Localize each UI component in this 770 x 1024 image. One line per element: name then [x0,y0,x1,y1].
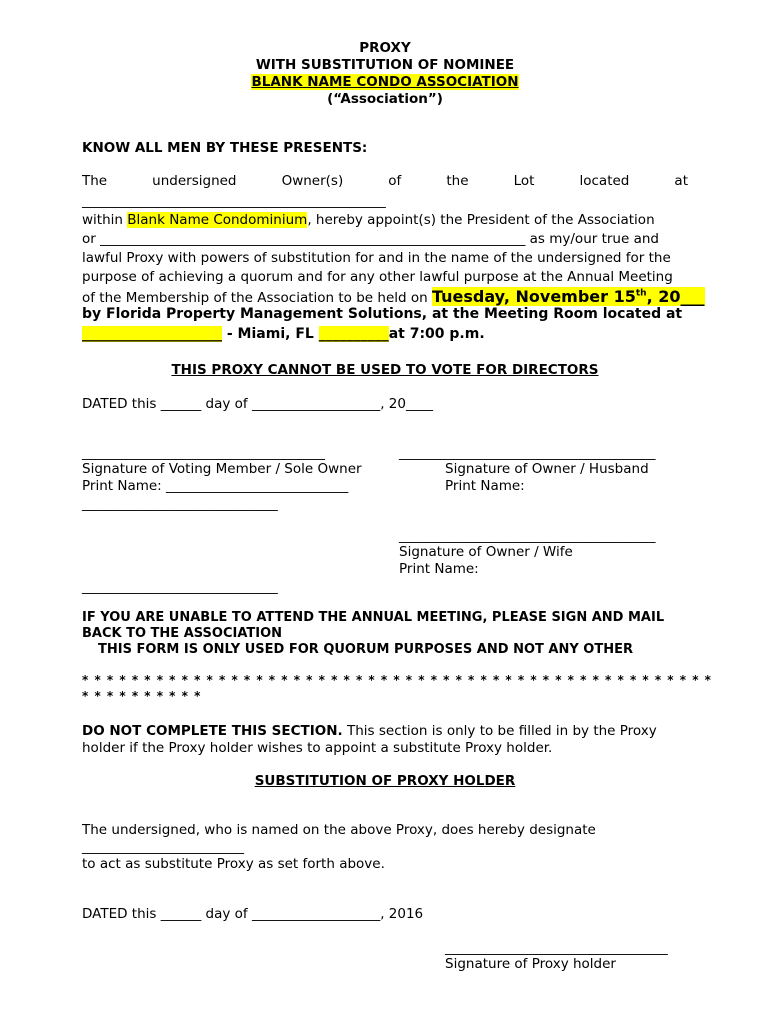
meeting-date [432,287,705,306]
sig-label-wife: Signature of Owner / Wife [399,544,573,560]
star-divider-2: * * * * * * * * * * [82,689,202,703]
extra-blank-line[interactable]: _____________________________ [82,496,278,512]
meeting-year[interactable]: 20___ [658,287,705,306]
text: This section is only to be filled in by the Proxy [342,723,657,739]
text: , [646,287,659,306]
do-not-complete-line2: holder if the Proxy holder wishes to appoint a substitute Proxy holder. [82,740,553,756]
text: Tuesday, November 15 [431,287,636,306]
substitution-heading: SUBSTITUTION OF PROXY HOLDER [254,773,516,789]
dated-line-2[interactable]: DATED this ______ day of ___________________, 2016 [82,906,424,922]
sig-line-proxy-holder[interactable]: _________________________________ [445,940,668,956]
quorum-notice: THIS FORM IS ONLY USED FOR QUORUM PURPOSES AND NOT ANY OTHER [98,642,633,657]
text: within [82,212,128,228]
star-divider-1: * * * * * * * * * * * * * * * * * * * * * * * * * * * * * * * * * * * * * * * * * * * * * * * * * * * [82,673,712,687]
title-substitution: WITH SUBSTITUTION OF NOMINEE [255,57,515,73]
text: of the Membership of the Association to be held on [82,290,432,306]
title-proxy: PROXY [359,40,411,56]
do-not-complete-line1 [82,723,657,739]
para1-line6: purpose of achieving a quorum and for any other lawful purpose at the Annual Meeting [82,269,673,285]
intro-heading: KNOW ALL MEN BY THESE PRESENTS: [82,140,368,156]
substitution-line3: to act as substitute Proxy as set forth above. [82,856,385,872]
para1-line7 [82,287,705,306]
para1-line1 [82,173,688,189]
dated-line[interactable]: DATED this ______ day of ___________________, 20____ [82,396,433,412]
lot-address-blank[interactable]: _____________________________________________ [82,193,386,209]
do-not-complete-heading: DO NOT COMPLETE THIS SECTION. [82,723,343,739]
word: undersigned [152,173,237,189]
substitution-line1: The undersigned, who is named on the above Proxy, does hereby designate [82,822,596,838]
title-association: BLANK NAME CONDO ASSOCIATION [251,74,519,90]
print-name-husband[interactable]: Print Name: [445,478,525,494]
sig-label-voting-member: Signature of Voting Member / Sole Owner [82,461,362,477]
title-association-short: (“Association”) [327,91,443,107]
text: , hereby appoint(s) the President of the Association [307,212,655,228]
para1-line9 [82,326,485,342]
extra-blank-line-2[interactable]: _____________________________ [82,579,278,595]
para1-line5: lawful Proxy with powers of substitution for and in the name of the undersigned for the [82,250,671,266]
print-name-voting-member[interactable]: Print Name: ___________________________ [82,478,349,494]
word: of [388,173,402,189]
sig-label-proxy-holder: Signature of Proxy holder [445,956,616,972]
word: at [674,173,688,189]
print-name-wife[interactable]: Print Name: [399,561,479,577]
title-association-wrap [0,74,770,90]
para1-line8: by Florida Property Management Solutions, at the Meeting Room located at [82,306,683,322]
word: located [579,173,630,189]
mail-notice-line1: IF YOU ARE UNABLE TO ATTEND THE ANNUAL MEETING, PLEASE SIGN AND MAIL [82,610,665,625]
superscript: th [635,288,647,299]
para1-line3 [82,212,655,228]
sig-line-wife[interactable]: ______________________________________ [399,528,656,544]
proxy-name-blank[interactable]: or _______________________________________________________________ as my/our true and [82,231,659,247]
condominium-name: Blank Name Condominium [127,212,308,228]
substitute-name-blank[interactable]: ________________________ [82,839,244,855]
word: Lot [513,173,535,189]
text: at 7:00 p.m. [388,326,485,342]
sig-line-voting-member[interactable]: ____________________________________ [82,445,325,461]
word: the [446,173,469,189]
sig-label-husband: Signature of Owner / Husband [445,461,649,477]
sig-line-husband[interactable]: ______________________________________ [399,445,656,461]
word: Owner(s) [281,173,344,189]
text: - Miami, FL [222,326,319,342]
location-blank[interactable]: ____________________ [82,326,222,342]
mail-notice-line2: BACK TO THE ASSOCIATION [82,626,283,641]
word: The [82,173,108,189]
zip-blank[interactable]: __________ [318,326,389,342]
no-directors-notice: THIS PROXY CANNOT BE USED TO VOTE FOR DIRECTORS [171,362,599,378]
